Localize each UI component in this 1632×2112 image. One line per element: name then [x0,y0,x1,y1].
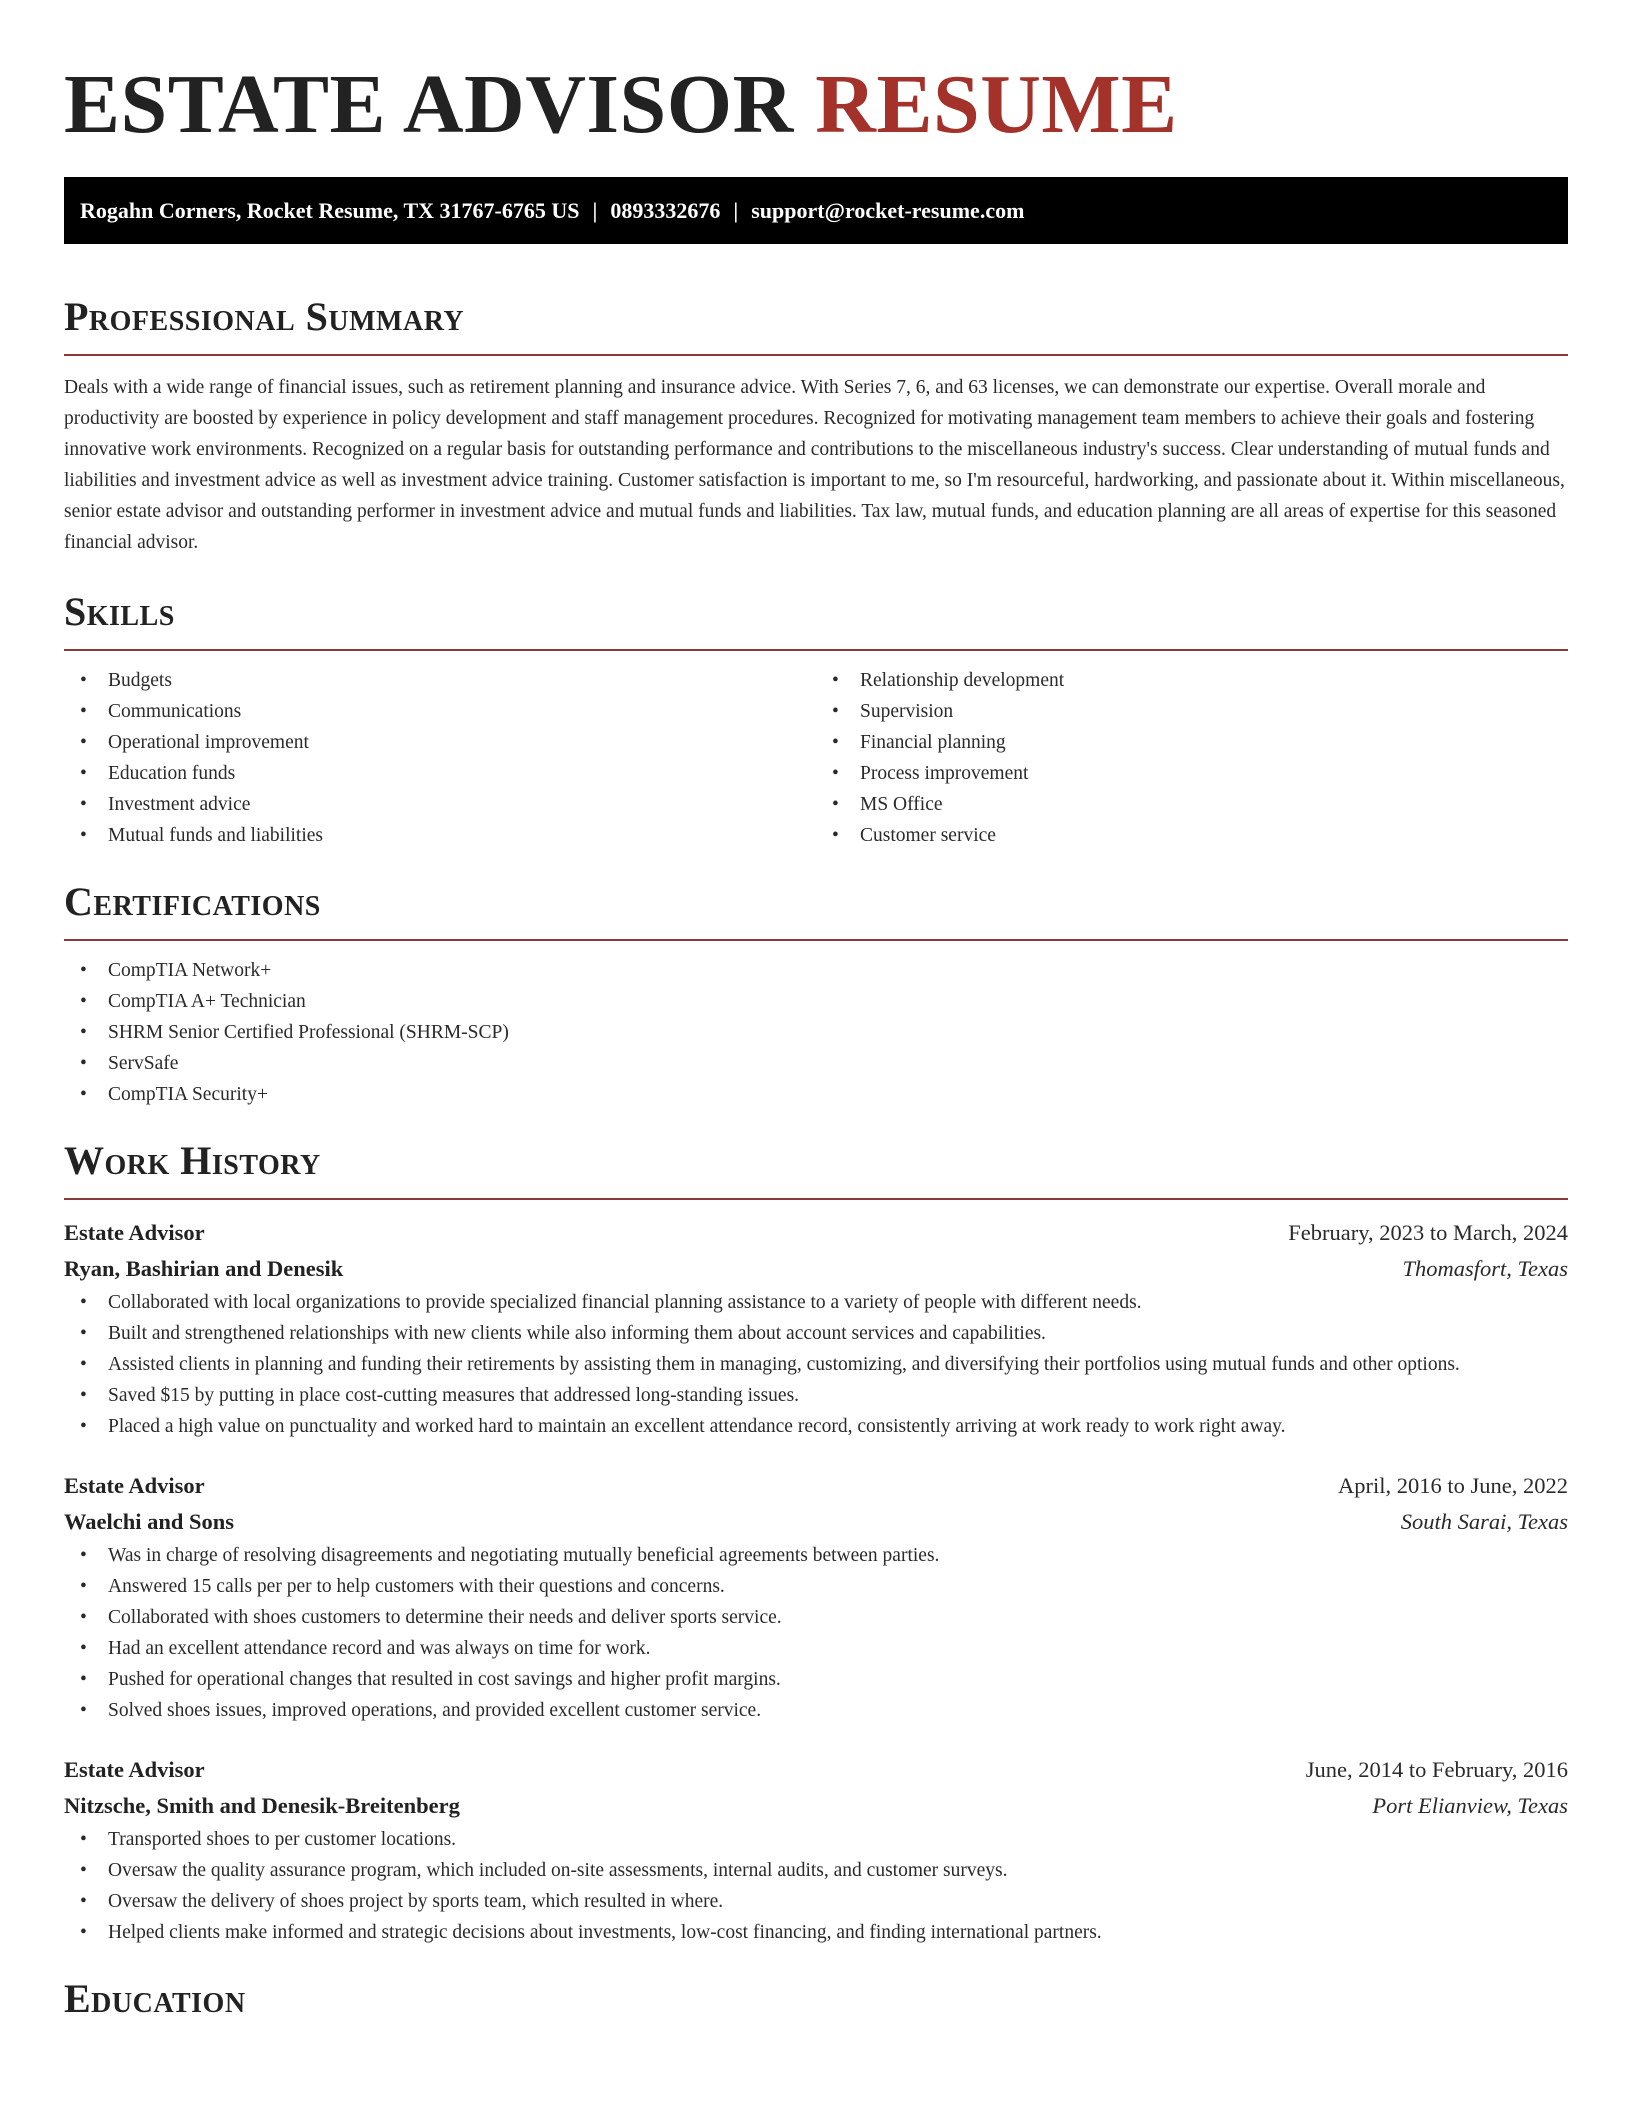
certification-item: • CompTIA Security+ [64,1079,1568,1110]
certifications-section [64,877,1568,1110]
job-title: Estate Advisor [64,1757,205,1782]
job-company: Waelchi and Sons [64,1509,235,1534]
skills-column-left [64,665,816,851]
skill-item: • Investment advice [64,789,816,820]
job-bullet: • Had an excellent attendance record and was always on time for work. [64,1633,1568,1664]
job-bullet: • Collaborated with shoes customers to determine their needs and deliver sports service. [64,1602,1568,1633]
certification-item: • CompTIA Network+ [64,955,1568,986]
title-accent: RESUME [815,58,1178,151]
job-bullet: • Oversaw the quality assurance program, which included on-site assessments, internal audits, and customer surveys. [64,1855,1568,1886]
skill-item: • Relationship development [816,665,1568,696]
job-bullet: • Pushed for operational changes that resulted in cost savings and higher profit margins. [64,1664,1568,1695]
certification-item: • SHRM Senior Certified Professional (SHRM-SCP) [64,1017,1568,1048]
job-bullet: • Placed a high value on punctuality and worked hard to maintain an excellent attendance record, consistently arriving at work ready to work right away. [64,1411,1568,1442]
skill-item: • Process improvement [816,758,1568,789]
job-entry [64,1215,1568,1442]
resume-title [64,0,1568,160]
job-location: South Sarai, Texas [1400,1509,1568,1534]
contact-email: support@rocket-resume.com [751,198,1025,223]
section-divider [64,1198,1568,1200]
summary-text: Deals with a wide range of financial issues, such as retirement planning and insurance advice. With Series 7, 6, and 63 licenses, we can demonstrate our expertise. Overall morale and productivity are boosted by experience in policy development and staff management procedures. Recognized for motivating management team members to achieve their goals and fostering innovative work environments. Recognized on a regular basis for outstanding performance and contributions to the miscellaneous industry's success. Clear understanding of mutual funds and liabilities and investment advice as well as investment advice training. Customer satisfaction is important to me, so I'm resourceful, hardworking, and passionate about it. Within miscellaneous, senior estate advisor and outstanding performer in investment advice and mutual funds and liabilities. Tax law, mutual funds, and education planning are all areas of expertise for this seasoned financial advisor. [64,377,1565,553]
certification-item: • CompTIA A+ Technician [64,986,1568,1017]
section-divider [64,354,1568,356]
skill-item: • Operational improvement [64,727,816,758]
skill-item: • Customer service [816,820,1568,851]
job-title: Estate Advisor [64,1473,205,1498]
title-main: ESTATE ADVISOR [64,58,794,151]
job-bullet: • Built and strengthened relationships with new clients while also informing them about account services and capabilities. [64,1318,1568,1349]
skills-grid [64,665,1568,851]
skill-item: • Financial planning [816,727,1568,758]
job-title: Estate Advisor [64,1220,205,1245]
skills-column-right [816,665,1568,851]
job-location: Port Elianview, Texas [1372,1793,1568,1818]
job-bullet: • Transported shoes to per customer locations. [64,1824,1568,1855]
job-bullets [64,1540,1568,1726]
certifications-heading: Certifications [64,879,321,924]
job-bullet: • Collaborated with local organizations to provide specialized financial planning assistance to a variety of people with different needs. [64,1287,1568,1318]
skill-item: • Supervision [816,696,1568,727]
certifications-list [64,955,1568,1110]
job-bullets [64,1287,1568,1442]
job-location: Thomasfort, Texas [1402,1256,1568,1281]
skill-item: • Mutual funds and liabilities [64,820,816,851]
job-bullet: • Oversaw the delivery of shoes project by sports team, which resulted in where. [64,1886,1568,1917]
job-bullet: • Answered 15 calls per per to help customers with their questions and concerns. [64,1571,1568,1602]
job-bullet: • Solved shoes issues, improved operations, and provided excellent customer service. [64,1695,1568,1726]
job-company: Nitzsche, Smith and Denesik-Breitenberg [64,1793,460,1818]
education-section [64,1974,1568,2024]
job-bullet: • Assisted clients in planning and funding their retirements by assisting them in managing, customizing, and diversifying their portfolios using mutual funds and other options. [64,1349,1568,1380]
skill-item: • MS Office [816,789,1568,820]
job-dates: February, 2023 to March, 2024 [1288,1220,1568,1245]
education-heading: Education [64,1976,246,2021]
contact-address: Rogahn Corners, Rocket Resume, TX 31767-6765 US [80,198,580,223]
contact-bar [64,177,1568,244]
job-dates: April, 2016 to June, 2022 [1338,1473,1568,1498]
skill-item: • Communications [64,696,816,727]
job-bullets [64,1824,1568,1948]
certification-item: • ServSafe [64,1048,1568,1079]
job-entry [64,1468,1568,1726]
job-bullet: • Saved $15 by putting in place cost-cutting measures that addressed long-standing issues. [64,1380,1568,1411]
section-divider [64,649,1568,651]
contact-separator: | [592,198,598,223]
job-company: Ryan, Bashirian and Denesik [64,1256,344,1281]
summary-heading: Professional Summary [64,294,465,339]
work-history-heading: Work History [64,1138,321,1183]
skills-heading: Skills [64,589,175,634]
section-divider [64,939,1568,941]
skills-section [64,587,1568,851]
job-entry [64,1752,1568,1948]
job-bullet: • Helped clients make informed and strategic decisions about investments, low-cost financing, and finding international partners. [64,1917,1568,1948]
contact-phone: 0893332676 [610,198,721,223]
job-dates: June, 2014 to February, 2016 [1305,1757,1568,1782]
skill-item: • Education funds [64,758,816,789]
work-history-section [64,1136,1568,1948]
job-bullet: • Was in charge of resolving disagreements and negotiating mutually beneficial agreements between parties. [64,1540,1568,1571]
contact-separator: | [733,198,739,223]
summary-section [64,292,1568,558]
skill-item: • Budgets [64,665,816,696]
